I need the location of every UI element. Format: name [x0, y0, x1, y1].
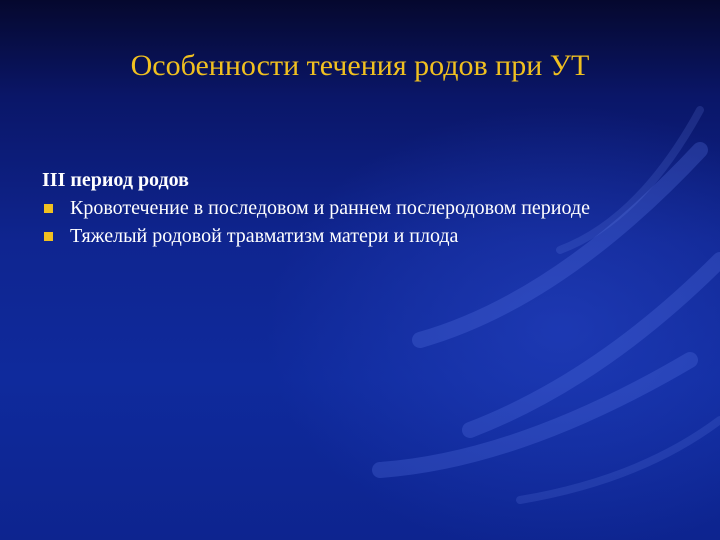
bullet-item: [42, 222, 662, 250]
bullet-text: Кровотечение в последовом и раннем послеродовом периоде: [70, 197, 590, 219]
section-subheading: III период родов: [42, 169, 189, 191]
bullet-list: [42, 194, 662, 250]
bullet-text: Тяжелый родовой травматизм матери и плода: [70, 225, 459, 247]
bullet-item: [42, 194, 662, 222]
slide-title: Особенности течения родов при УТ: [130, 49, 590, 82]
slide-content: [42, 166, 662, 250]
square-bullet-icon: [44, 232, 53, 241]
square-bullet-icon: [44, 204, 53, 213]
